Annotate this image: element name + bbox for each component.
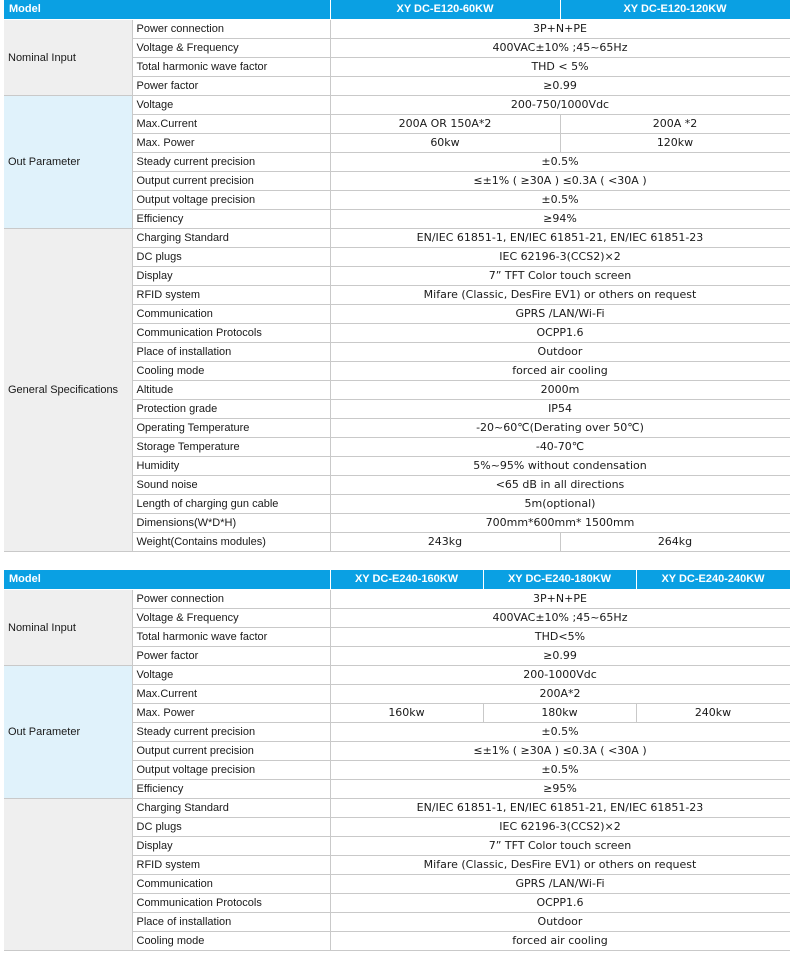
param-value: 200A*2	[330, 685, 790, 704]
model-name: XY DC-E120-120KW	[560, 0, 790, 20]
param-label: Display	[132, 837, 330, 856]
param-value: ≤±1% ( ≥30A ) ≤0.3A ( <30A )	[330, 742, 790, 761]
model-name: XY DC-E240-180KW	[483, 570, 636, 590]
param-value: <65 dB in all directions	[330, 476, 790, 495]
spec-table-e120	[4, 0, 790, 552]
param-value: 3P+N+PE	[330, 590, 790, 609]
param-value: 200-750/1000Vdc	[330, 96, 790, 115]
param-label: DC plugs	[132, 818, 330, 837]
param-label: Power factor	[132, 77, 330, 96]
model-label: Model	[4, 0, 330, 20]
category-out-parameter: Out Parameter	[4, 96, 132, 229]
param-value: -20~60℃(Derating over 50℃)	[330, 419, 790, 438]
param-label: Humidity	[132, 457, 330, 476]
param-value: IEC 62196-3(CCS2)×2	[330, 248, 790, 267]
param-value: IP54	[330, 400, 790, 419]
param-label: RFID system	[132, 856, 330, 875]
param-label: Storage Temperature	[132, 438, 330, 457]
param-label: Protection grade	[132, 400, 330, 419]
param-label: RFID system	[132, 286, 330, 305]
param-value: 3P+N+PE	[330, 20, 790, 39]
param-label: Steady current precision	[132, 723, 330, 742]
param-label: Place of installation	[132, 343, 330, 362]
model-name: XY DC-E120-60KW	[330, 0, 560, 20]
param-label: Communication Protocols	[132, 324, 330, 343]
param-value: GPRS /LAN/Wi-Fi	[330, 875, 790, 894]
category-general-specifications	[4, 799, 132, 951]
param-label: Voltage & Frequency	[132, 39, 330, 58]
model-name: XY DC-E240-160KW	[330, 570, 483, 590]
param-label: Max. Power	[132, 704, 330, 723]
param-value: Outdoor	[330, 343, 790, 362]
param-label: Weight(Contains modules)	[132, 533, 330, 552]
category-general-specifications: General Specifications	[4, 229, 132, 552]
param-label: Dimensions(W*D*H)	[132, 514, 330, 533]
table-row	[4, 20, 790, 39]
param-value: 160kw	[330, 704, 483, 723]
param-value: ≥0.99	[330, 77, 790, 96]
param-label: Power factor	[132, 647, 330, 666]
param-value: 200-1000Vdc	[330, 666, 790, 685]
param-value: ≤±1% ( ≥30A ) ≤0.3A ( <30A )	[330, 172, 790, 191]
param-label: Max. Power	[132, 134, 330, 153]
category-out-parameter: Out Parameter	[4, 666, 132, 799]
param-label: Max.Current	[132, 685, 330, 704]
param-label: Cooling mode	[132, 932, 330, 951]
model-label: Model	[4, 570, 330, 590]
param-label: Place of installation	[132, 913, 330, 932]
param-label: Cooling mode	[132, 362, 330, 381]
param-label: Steady current precision	[132, 153, 330, 172]
param-value: EN/IEC 61851-1, EN/IEC 61851-21, EN/IEC 61851-23	[330, 799, 790, 818]
param-value: 180kw	[483, 704, 636, 723]
table-row	[4, 799, 790, 818]
param-label: Altitude	[132, 381, 330, 400]
param-value: 264kg	[560, 533, 790, 552]
param-label: Operating Temperature	[132, 419, 330, 438]
param-value: 400VAC±10% ;45~65Hz	[330, 39, 790, 58]
param-value: 200A *2	[560, 115, 790, 134]
param-value: 5%~95% without condensation	[330, 457, 790, 476]
table-row	[4, 590, 790, 609]
param-label: Power connection	[132, 20, 330, 39]
param-value: forced air cooling	[330, 932, 790, 951]
param-label: Power connection	[132, 590, 330, 609]
param-label: DC plugs	[132, 248, 330, 267]
param-label: Total harmonic wave factor	[132, 628, 330, 647]
param-label: Sound noise	[132, 476, 330, 495]
param-value: OCPP1.6	[330, 894, 790, 913]
param-value: ±0.5%	[330, 153, 790, 172]
header-row	[4, 0, 790, 20]
param-value: Mifare (Classic, DesFire EV1) or others on request	[330, 856, 790, 875]
param-label: Output voltage precision	[132, 191, 330, 210]
param-value: Mifare (Classic, DesFire EV1) or others on request	[330, 286, 790, 305]
param-value: 5m(optional)	[330, 495, 790, 514]
param-label: Voltage	[132, 96, 330, 115]
category-nominal-input: Nominal Input	[4, 20, 132, 96]
param-label: Total harmonic wave factor	[132, 58, 330, 77]
param-value: 243kg	[330, 533, 560, 552]
table-row	[4, 229, 790, 248]
param-value: 240kw	[636, 704, 790, 723]
param-value: forced air cooling	[330, 362, 790, 381]
param-value: 700mm*600mm* 1500mm	[330, 514, 790, 533]
param-value: 7” TFT Color touch screen	[330, 267, 790, 286]
param-label: Voltage	[132, 666, 330, 685]
param-label: Output voltage precision	[132, 761, 330, 780]
param-label: Communication	[132, 875, 330, 894]
param-value: IEC 62196-3(CCS2)×2	[330, 818, 790, 837]
header-row	[4, 570, 790, 590]
param-value: ±0.5%	[330, 723, 790, 742]
param-label: Efficiency	[132, 780, 330, 799]
param-value: 2000m	[330, 381, 790, 400]
param-value: 200A OR 150A*2	[330, 115, 560, 134]
param-label: Output current precision	[132, 172, 330, 191]
param-value: Outdoor	[330, 913, 790, 932]
param-value: ≥0.99	[330, 647, 790, 666]
param-value: -40-70℃	[330, 438, 790, 457]
param-value: 60kw	[330, 134, 560, 153]
param-value: THD<5%	[330, 628, 790, 647]
table-row	[4, 96, 790, 115]
param-value: ≥94%	[330, 210, 790, 229]
spec-table-e240	[4, 570, 790, 951]
param-label: Efficiency	[132, 210, 330, 229]
param-label: Communication Protocols	[132, 894, 330, 913]
param-value: OCPP1.6	[330, 324, 790, 343]
param-value: ≥95%	[330, 780, 790, 799]
model-name: XY DC-E240-240KW	[636, 570, 790, 590]
param-label: Charging Standard	[132, 799, 330, 818]
param-label: Communication	[132, 305, 330, 324]
param-label: Output current precision	[132, 742, 330, 761]
param-label: Length of charging gun cable	[132, 495, 330, 514]
param-label: Max.Current	[132, 115, 330, 134]
param-label: Display	[132, 267, 330, 286]
param-value: 400VAC±10% ;45~65Hz	[330, 609, 790, 628]
param-value: THD < 5%	[330, 58, 790, 77]
param-value: 7” TFT Color touch screen	[330, 837, 790, 856]
param-value: ±0.5%	[330, 761, 790, 780]
category-nominal-input: Nominal Input	[4, 590, 132, 666]
param-value: EN/IEC 61851-1, EN/IEC 61851-21, EN/IEC 61851-23	[330, 229, 790, 248]
param-value: 120kw	[560, 134, 790, 153]
table-row	[4, 666, 790, 685]
param-value: GPRS /LAN/Wi-Fi	[330, 305, 790, 324]
param-label: Voltage & Frequency	[132, 609, 330, 628]
param-value: ±0.5%	[330, 191, 790, 210]
param-label: Charging Standard	[132, 229, 330, 248]
